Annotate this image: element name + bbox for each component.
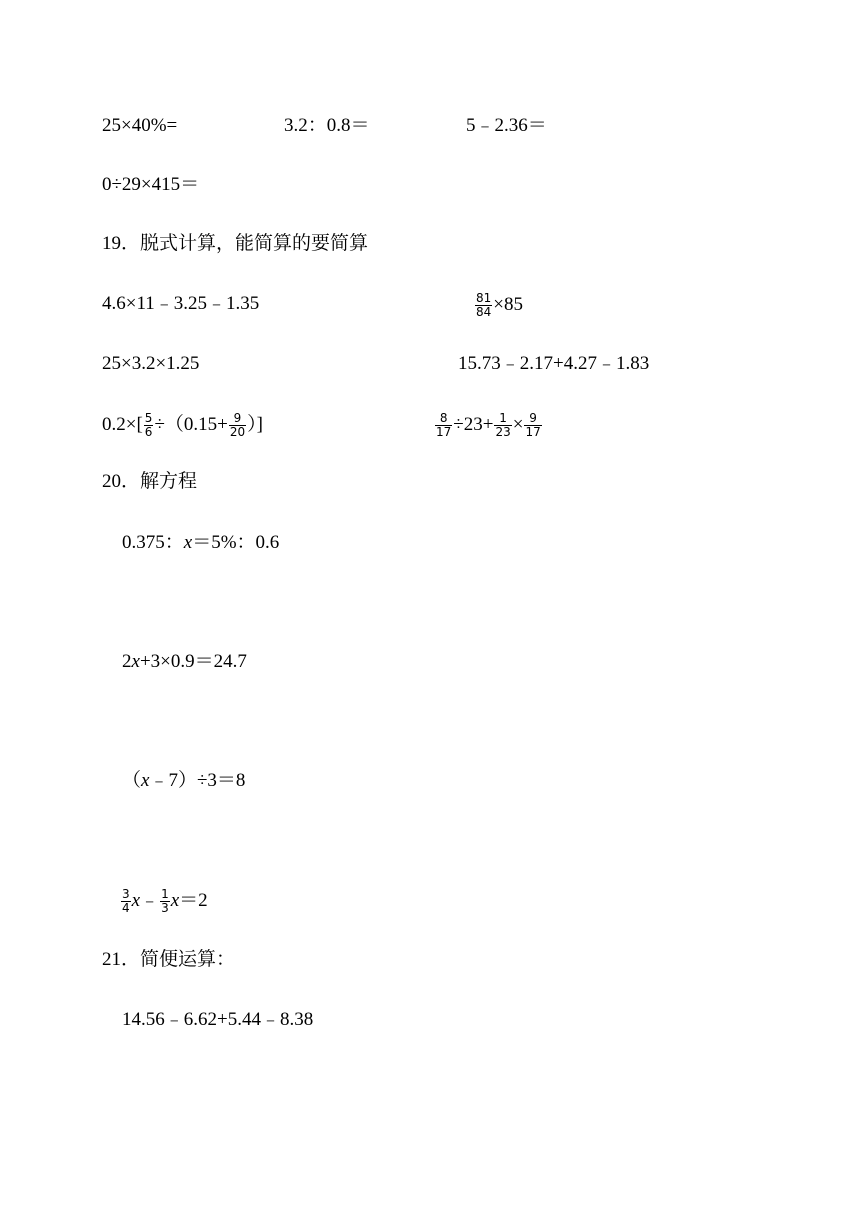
q19-expr-4: 15.73﹣2.17+4.27﹣1.83 [458,353,650,374]
q19-expr-3: 25×3.2×1.25 [102,353,200,374]
question-20-title: 20．解方程 [102,471,198,492]
fraction-9-17: $\frac{9}{17}$ [525,411,541,439]
fraction-8-17: $\frac{8}{17}$ [436,411,452,439]
q19-expr-1: 4.6×11﹣3.25﹣1.35 [102,293,260,314]
fraction-1-23: $\frac{1}{23}$ [495,411,511,439]
fraction-9-20: $\frac{9}{20}$ [229,411,246,439]
q20-equation-2: 2x+3×0.9＝24.7 [122,651,247,672]
q20-equation-1: 0.375：x＝5%：0.6 [122,532,280,553]
q19-expr-5: 0.2×[ $\frac{5}{6}$ ÷（0.15+ $\frac{9}{20}$ ）] [102,411,263,439]
q21-expr-1: 14.56﹣6.62+5.44﹣8.38 [122,1009,314,1030]
fraction-1-3: $\frac{1}{3}$ [161,887,169,915]
q19-expr-6: $\frac{8}{17}$ ÷23+ $\frac{1}{23}$ × $\frac{9}{17}$ [436,411,541,439]
expr-0-div-29x415: 0÷29×415＝ [102,174,200,195]
question-21-title: 21．简便运算： [102,949,236,970]
q19-expr-2: $\frac{81}{84}$ ×85 [476,291,523,319]
fraction-81-84: $\frac{81}{84}$ [476,291,492,319]
question-19-title: 19．脱式计算，能简算的要简算 [102,233,369,254]
q20-equation-4: $\frac{3}{4}$ x﹣ $\frac{1}{3}$ x＝2 [122,887,208,915]
expr-25x40pct: 25×40%= [102,115,178,136]
expr-5-minus-2-36: 5﹣2.36＝ [466,115,547,136]
expr-3-2-ratio-0-8: 3.2：0.8＝ [284,115,370,136]
q20-equation-3: （x﹣7）÷3＝8 [122,770,246,791]
fraction-3-4: $\frac{3}{4}$ [122,887,130,915]
fraction-5-6: $\frac{5}{6}$ [144,411,153,439]
